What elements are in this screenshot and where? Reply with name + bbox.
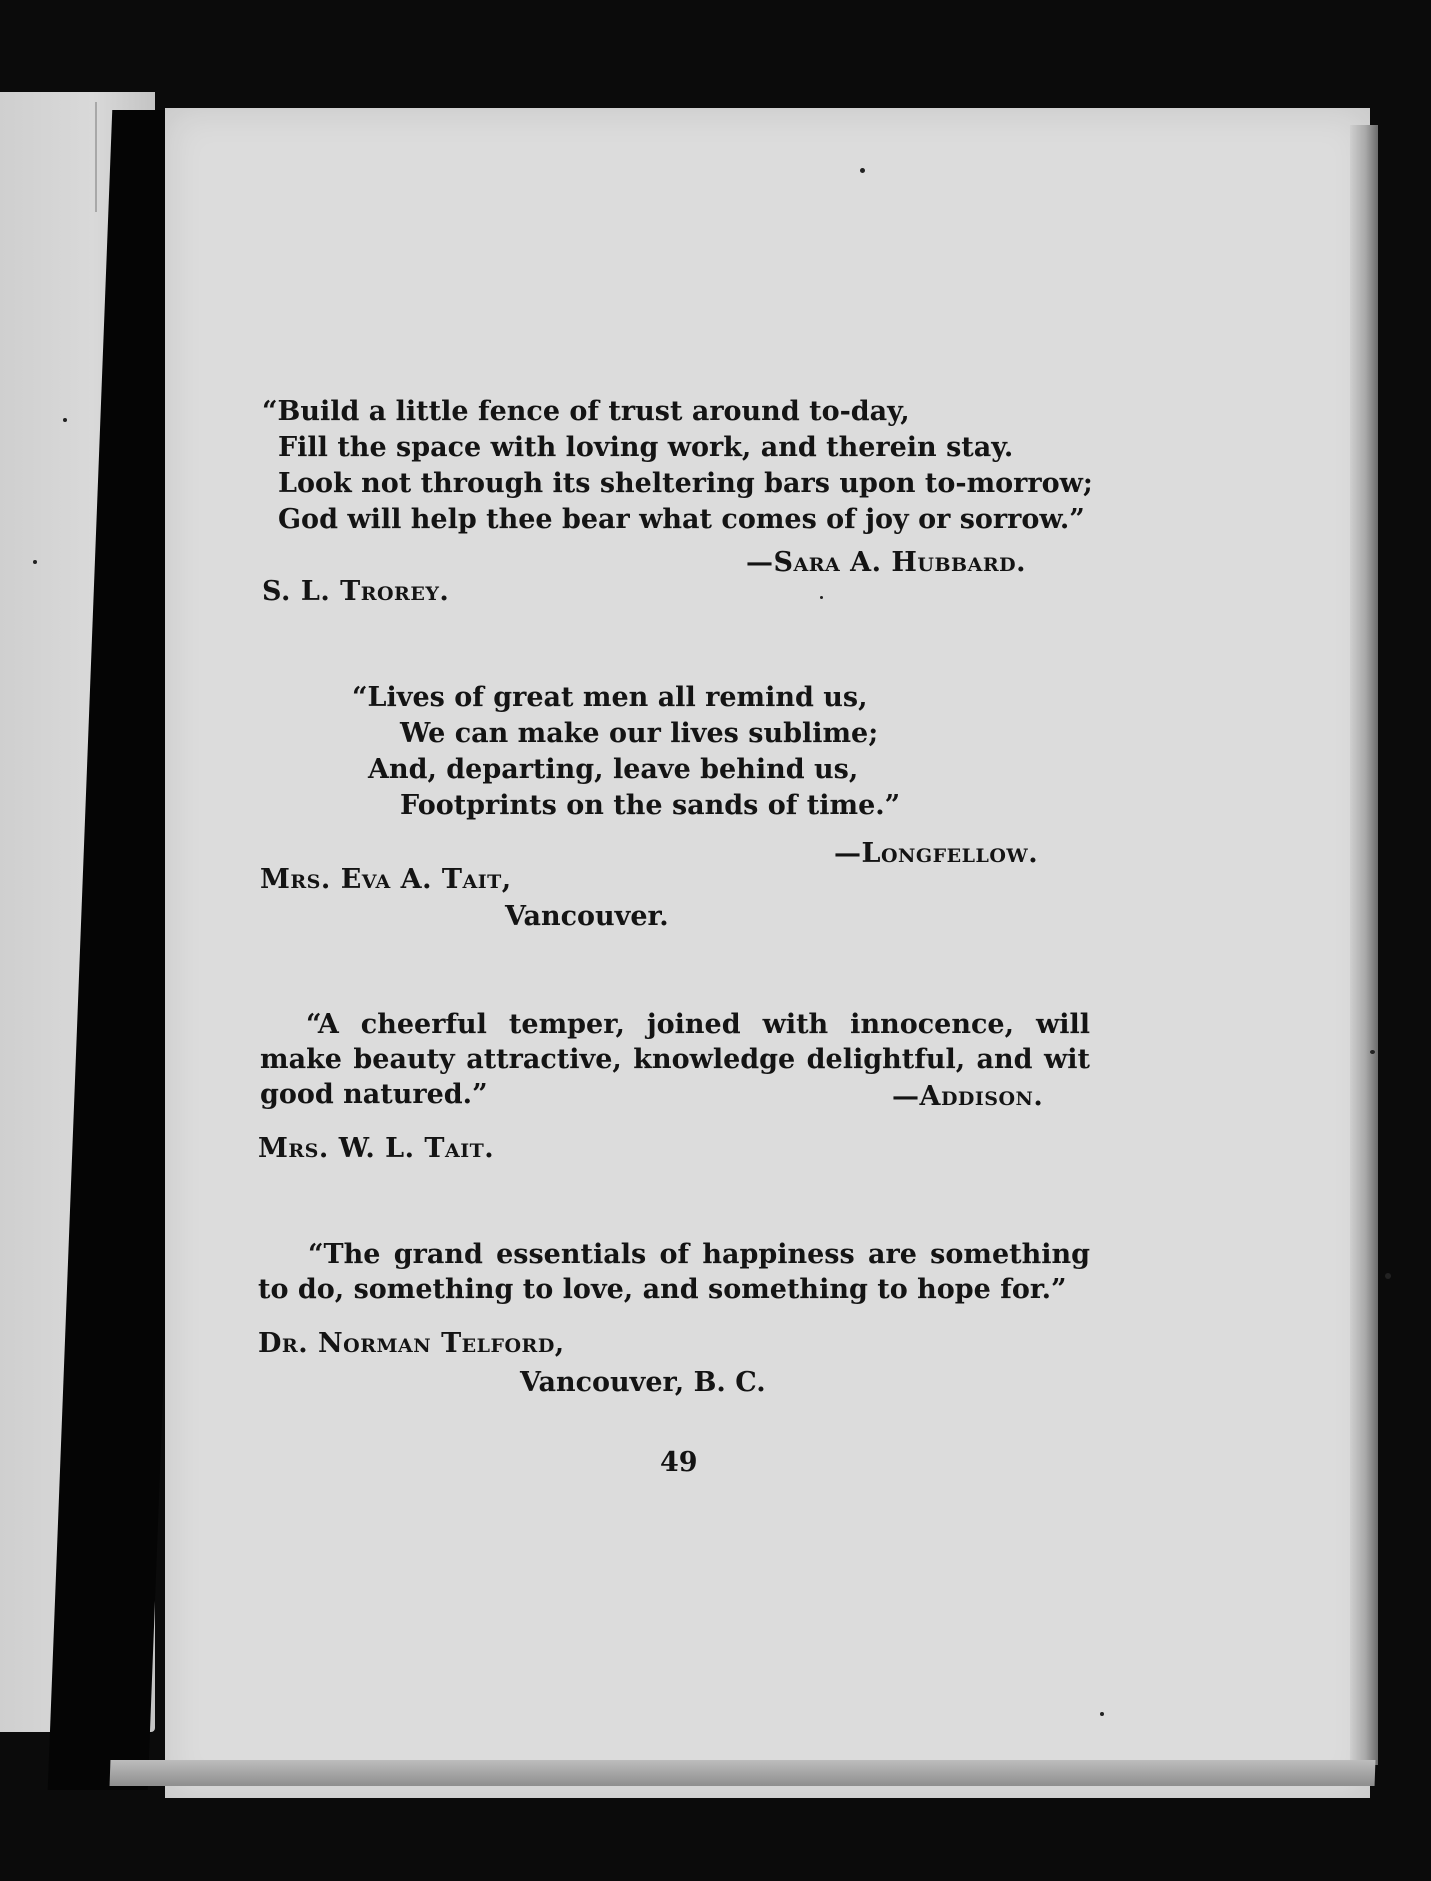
speck bbox=[1385, 1273, 1391, 1279]
quote2-attribution: —Longfellow. bbox=[834, 838, 1039, 869]
quote2-line-1: “Lives of great men all remind us, bbox=[352, 682, 868, 713]
quote1-line-4: God will help thee bear what comes of joy or sorrow.” bbox=[278, 504, 1085, 535]
speck bbox=[860, 168, 865, 173]
quote2-line-2: We can make our lives sublime; bbox=[400, 718, 879, 749]
speck bbox=[1100, 1712, 1104, 1716]
speck bbox=[33, 560, 37, 564]
quote2-contributor: Mrs. Eva A. Tait, bbox=[260, 864, 512, 895]
page-number: 49 bbox=[660, 1447, 698, 1478]
quote3-contributor: Mrs. W. L. Tait. bbox=[258, 1133, 495, 1164]
quote4-text: “The grand essentials of happiness are something to do, something to love, and something to hope for.” bbox=[258, 1239, 1090, 1305]
quote1-line-1: “Build a little fence of trust around to-day, bbox=[262, 396, 910, 427]
speck bbox=[63, 418, 67, 422]
speck bbox=[820, 596, 823, 599]
left-page-crease bbox=[95, 102, 97, 212]
quote1-contributor: S. L. Trorey. bbox=[262, 576, 450, 607]
speck bbox=[1370, 1050, 1375, 1054]
quote2-line-3: And, departing, leave behind us, bbox=[368, 754, 859, 785]
quote2-location: Vancouver. bbox=[505, 901, 669, 932]
quote1-attribution: —Sara A. Hubbard. bbox=[746, 547, 1027, 578]
quote1-line-2: Fill the space with loving work, and therein stay. bbox=[278, 432, 1014, 463]
quote3-text: “A cheerful temper, joined with innocence, will make beauty attractive, knowledge delightful, and wit good natured.” bbox=[260, 1009, 1090, 1110]
quote3-attribution: —Addison. bbox=[892, 1081, 1044, 1112]
quote4-location: Vancouver, B. C. bbox=[520, 1367, 766, 1398]
quote2-line-4: Footprints on the sands of time.” bbox=[400, 790, 901, 821]
bottom-page-edge bbox=[110, 1760, 1376, 1786]
right-page-edge bbox=[1350, 125, 1378, 1765]
quote1-line-3: Look not through its sheltering bars upon to-morrow; bbox=[278, 468, 1093, 499]
quote4-contributor: Dr. Norman Telford, bbox=[258, 1328, 565, 1359]
right-page bbox=[165, 108, 1370, 1798]
